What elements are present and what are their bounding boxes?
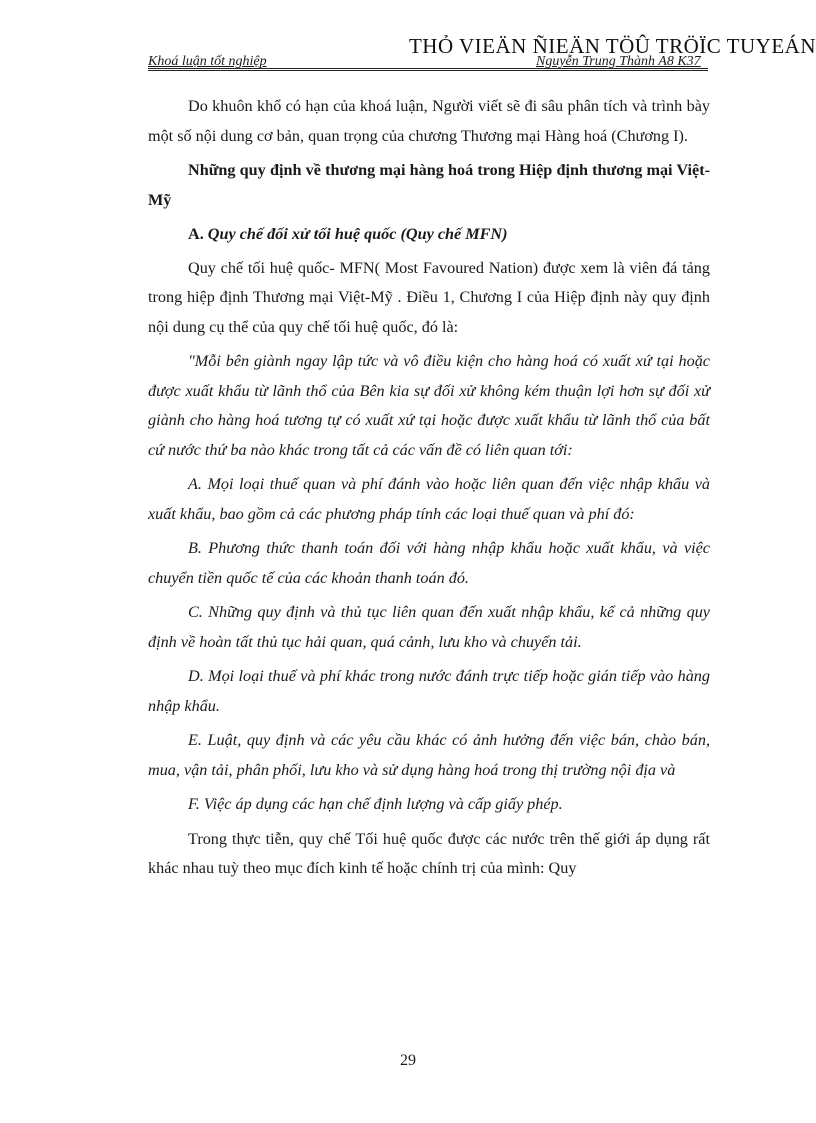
- paragraph-mfn-definition: Quy chế tối huệ quốc- MFN( Most Favoured Nation) được xem là viên đá tảng trong hiệp định Thương mại Việt-Mỹ . Điều 1, Chương I của Hiệp định này quy định nội dung cụ thể của quy chế tối huệ quốc, đó là:: [148, 258, 710, 336]
- header-author: Nguyễn Trung Thành A8 K37: [536, 54, 701, 69]
- list-item-e: E. Luật, quy định và các yêu cầu khác có ảnh hưởng đến việc bán, chào bán, mua, vận tải, phân phối, lưu kho và sử dụng hàng hoá trong thị trường nội địa và: [148, 731, 710, 779]
- header-divider: [148, 68, 708, 71]
- section-heading: Những quy định về thương mại hàng hoá trong Hiệp định thương mại Việt- Mỹ: [148, 161, 710, 209]
- list-item-b: B. Phương thức thanh toán đối với hàng nhập khẩu hoặc xuất khẩu, và việc chuyển tiền quốc tế của các khoản thanh toán đó.: [148, 539, 710, 587]
- list-item-f: F. Việc áp dụng các hạn chế định lượng và cấp giấy phép.: [188, 795, 563, 813]
- paragraph-practice: Trong thực tiễn, quy chế Tối huệ quốc được các nước trên thế giới áp dụng rất khác nhau tuỳ theo mục đích kinh tế hoặc chính trị của mình: Quy: [148, 829, 710, 877]
- header-document-type: Khoá luận tốt nghiệp: [148, 54, 267, 69]
- page-body: [148, 92, 710, 889]
- page-header: [148, 30, 816, 70]
- paragraph-intro: Do khuôn khổ có hạn của khoá luận, Người viết sẽ đi sâu phân tích và trình bày một số nội dung cơ bản, quan trọng của chương Thương mại Hàng hoá (Chương I).: [148, 97, 710, 145]
- list-item-c: C. Những quy định và thủ tục liên quan đến xuất nhập khẩu, kể cả những quy định về hoàn tất thủ tục hải quan, quá cảnh, lưu kho và chuyển tải.: [148, 603, 710, 651]
- quote-article-1: "Mỗi bên giành ngay lập tức và vô điều kiện cho hàng hoá có xuất xứ tại hoặc được xuất khẩu từ lãnh thổ của Bên kia sự đối xử không kém thuận lợi hơn sự đối xử giành cho hàng hoá tương tự có xuất xứ tại hoặc được xuất khẩu từ lãnh thổ của bất cứ nước thứ ba nào khác trong tất cả các vấn đề có liên quan tới:: [148, 352, 710, 459]
- list-item-d: D. Mọi loại thuế và phí khác trong nước đánh trực tiếp hoặc gián tiếp vào hàng nhập khẩu.: [148, 667, 710, 715]
- subsection-heading: [148, 220, 710, 250]
- list-item-a: A. Mọi loại thuế quan và phí đánh vào hoặc liên quan đến việc nhập khẩu và xuất khẩu, bao gồm cả các phương pháp tính các loại thuế quan và phí đó:: [148, 475, 710, 523]
- subsection-title: Quy chế đối xử tối huệ quốc (Quy chế MFN): [207, 225, 508, 243]
- page-number: 29: [400, 1052, 416, 1069]
- subsection-label: A.: [188, 225, 204, 243]
- watermark-text: THỎ VIEÄN ÑIEÄN TÖÛ TRÖÏC TUYEÁN: [408, 34, 816, 58]
